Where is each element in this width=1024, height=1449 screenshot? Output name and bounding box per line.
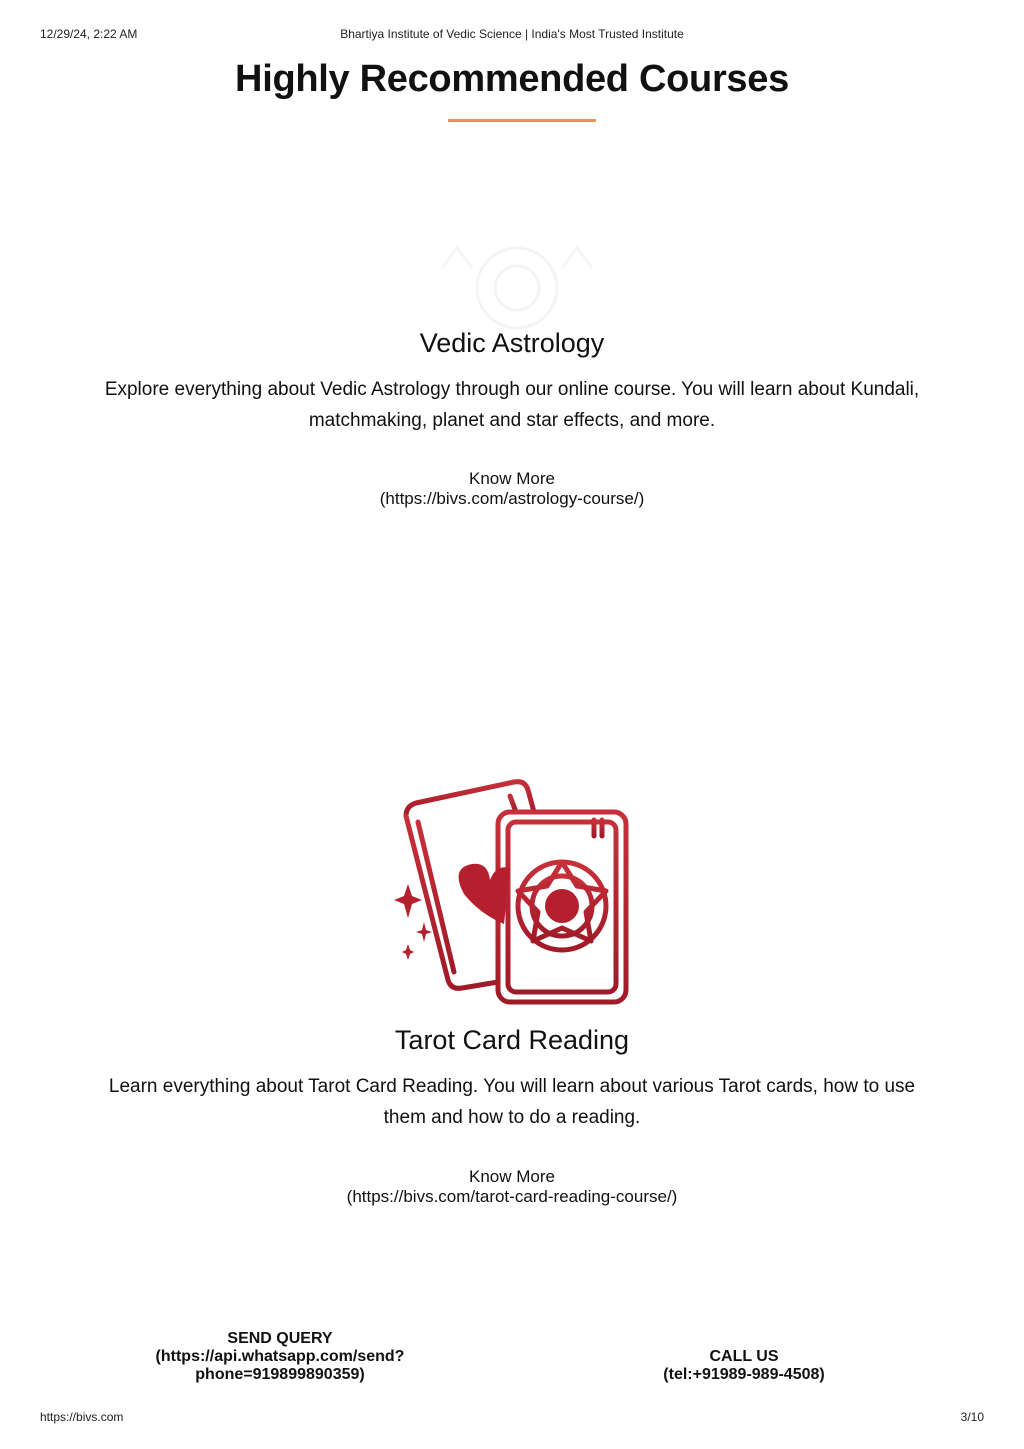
know-more-link-tarot[interactable] [0, 1167, 1024, 1207]
know-more-link-astrology[interactable] [0, 469, 1024, 509]
call-us-button[interactable] [594, 1348, 894, 1384]
send-query-url-line2: phone=919899890359) [195, 1366, 365, 1383]
send-query-label: SEND QUERY [227, 1330, 333, 1347]
send-query-button[interactable] [130, 1330, 430, 1384]
tarot-cards-icon [392, 776, 632, 1008]
print-page-number: 3/10 [960, 1410, 984, 1424]
know-more-label: Know More [469, 1167, 555, 1186]
call-us-label: CALL US [709, 1348, 779, 1365]
astrology-icon [412, 228, 622, 338]
know-more-label: Know More [469, 469, 555, 488]
section-title: Highly Recommended Courses [235, 58, 789, 100]
course-title-tarot-card-reading: Tarot Card Reading [394, 1025, 630, 1055]
call-us-url: (tel:+91989-989-4508) [663, 1366, 825, 1383]
title-underline [448, 119, 596, 122]
print-page-title: Bhartiya Institute of Vedic Science | India's Most Trusted Institute [340, 27, 684, 41]
course-title-vedic-astrology: Vedic Astrology [419, 328, 605, 358]
send-query-url-line1: (https://api.whatsapp.com/send? [155, 1348, 405, 1365]
print-footer-url: https://bivs.com [40, 1410, 124, 1424]
course-description-tarot-card-reading: Learn everything about Tarot Card Reading. You will learn about various Tarot cards, how to use them and how to do a reading. [108, 1076, 916, 1128]
know-more-url: (https://bivs.com/astrology-course/) [379, 489, 645, 508]
print-datetime: 12/29/24, 2:22 AM [40, 27, 138, 41]
course-description-vedic-astrology: Explore everything about Vedic Astrology through our online course. You will learn about Kundali, matchmaking, planet and star effects, and more. [104, 379, 920, 431]
know-more-url: (https://bivs.com/tarot-card-reading-course/) [346, 1187, 678, 1206]
